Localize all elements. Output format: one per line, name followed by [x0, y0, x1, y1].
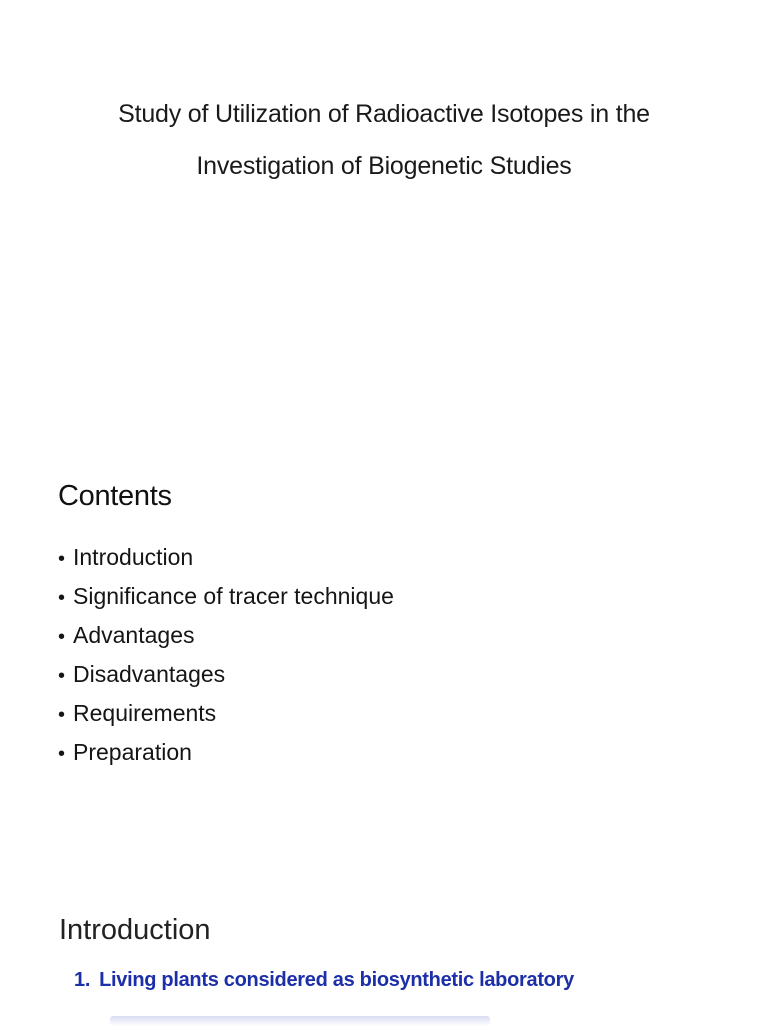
document-title-line-2: Investigation of Biogenetic Studies [196, 152, 572, 180]
contents-list-item [58, 538, 394, 577]
contents-list-item [58, 616, 394, 655]
document-title-line-1: Study of Utilization of Radioactive Isotopes in the [118, 100, 650, 128]
introduction-point [74, 966, 574, 994]
contents-list-item [58, 694, 394, 733]
contents-heading: Contents [58, 480, 172, 512]
contents-item-label: Introduction [73, 544, 194, 570]
bullet-icon: • [58, 587, 66, 609]
introduction-slide [0, 906, 768, 1024]
contents-list-item [58, 655, 394, 694]
point-number: 1. [74, 969, 91, 991]
contents-item-label: Preparation [73, 739, 192, 765]
contents-item-label: Advantages [73, 622, 195, 648]
cut-off-text-line [110, 1016, 490, 1026]
bullet-icon: • [58, 548, 66, 570]
bullet-icon: • [58, 626, 66, 648]
introduction-heading: Introduction [59, 914, 211, 946]
contents-item-label: Requirements [73, 700, 217, 726]
title-slide [0, 88, 768, 198]
contents-item-label: Disadvantages [73, 661, 226, 687]
bullet-icon: • [58, 665, 66, 687]
bullet-icon: • [58, 704, 66, 726]
contents-list-item [58, 577, 394, 616]
point-text: Living plants considered as biosynthetic laboratory [99, 969, 574, 991]
bullet-icon: • [58, 743, 66, 765]
contents-item-label: Significance of tracer technique [73, 583, 394, 609]
contents-list [58, 538, 394, 772]
contents-list-item [58, 733, 394, 772]
